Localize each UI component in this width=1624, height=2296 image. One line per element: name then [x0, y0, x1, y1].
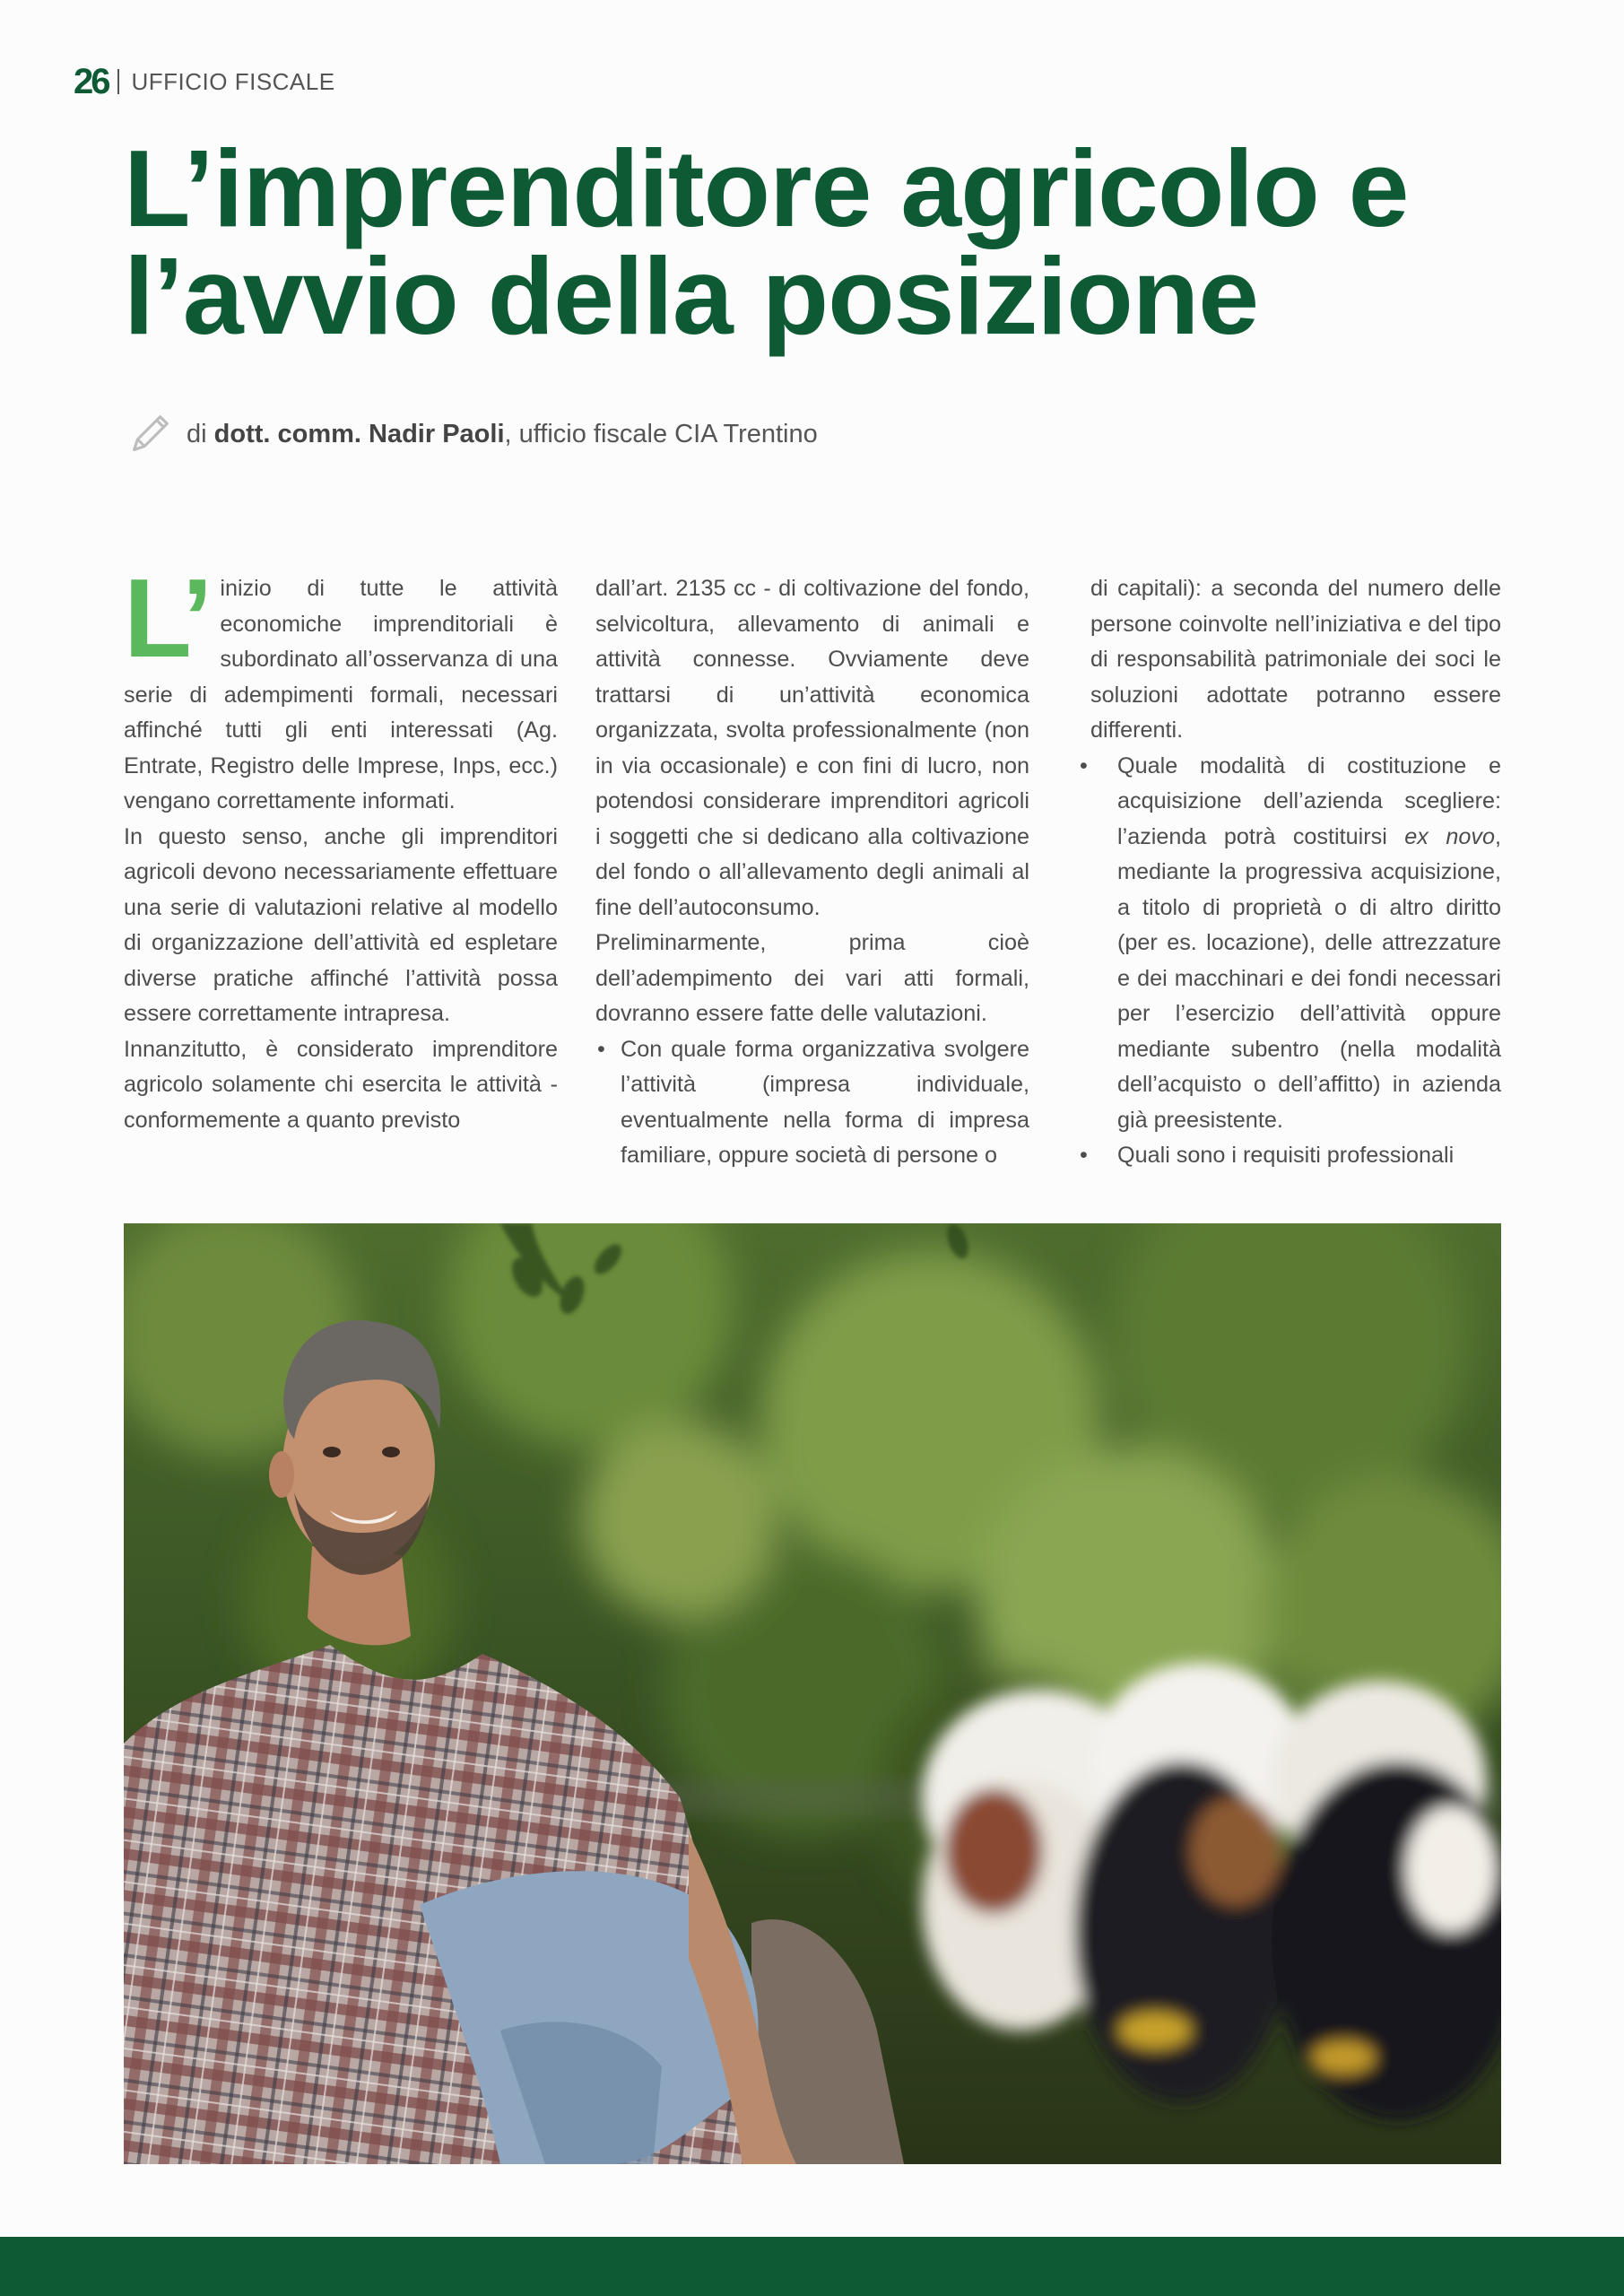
page-header: [74, 59, 335, 104]
paragraph: [124, 557, 558, 820]
photo-illustration: [124, 1223, 1501, 2164]
bullet-text-b: , mediante la progressiva acquisizione, a titolo di proprietà o di altro diritto (per es. locazione), delle attrezzature e dei macchinari e dei fondi necessari per l’esercizio dell’attività oppure mediante subentro (nella modalità dell’acquisto o dell’affitto) in azienda già preesistente.: [1117, 823, 1502, 1133]
pencil-icon: [124, 408, 176, 460]
drop-cap: L’: [124, 557, 210, 681]
bullet-dot: •: [1080, 1143, 1088, 1168]
bullet-dot: •: [597, 1036, 605, 1062]
byline: [124, 408, 818, 460]
farmer-photo: [124, 1223, 1501, 2164]
paragraph: dall’art. 2135 cc - di coltivazione del fondo, selvicoltura, allevamento di animali e attività connesse. Ovviamente deve trattarsi di un’attività economica organizzata, svolta professionalmente (non in via occasionale) e con fini di lucro, non potendosi considerare imprenditori agricoli i soggetti che si dedicano alla coltivazione del fondo o all’allevamento degli animali al fine dell’autoconsumo.: [595, 576, 1029, 920]
article-title: [124, 127, 1559, 357]
bullet-dot: •: [1080, 752, 1088, 778]
bullet-item: [1080, 749, 1502, 1139]
header-divider: [117, 69, 119, 94]
bullet-item: [595, 1032, 1029, 1174]
byline-prefix: di: [187, 419, 214, 448]
title-line-2: l’avvio della posizione: [124, 235, 1259, 357]
column-2: [595, 571, 1029, 1174]
bullet-text: Quali sono i requisiti professionali: [1117, 1143, 1455, 1168]
column-1: [124, 557, 558, 1138]
bullet-text-italic: ex novo: [1404, 823, 1496, 849]
paragraph-text: inizio di tutte le attività economiche imprenditoriali è subordinato all’osservanza di una serie di adempimenti formali, necessari affinché tutti gli enti interessati (Ag. Entrate, Registro delle Imprese, Inps, ecc.) vengano correttamente informati.: [124, 576, 558, 813]
title-line-1: L’imprenditore agricolo e: [124, 127, 1409, 249]
paragraph: In questo senso, anche gli imprenditori agricoli devono necessariamente effettuare una serie di valutazioni relative al modello di organizzazione dell’attività ed espletare diverse pratiche affinché l’attività possa essere correttamente intrapresa.: [124, 823, 558, 1026]
page-number: 26: [74, 61, 109, 101]
bullet-text: Con quale forma organizzativa svolgere l’attività (impresa individuale, eventualmente nella forma di impresa familiare, oppure società di persone o: [621, 1036, 1029, 1168]
paragraph: Preliminarmente, prima cioè dell’adempimento dei vari atti formali, dovranno essere fatte delle valutazioni.: [595, 930, 1029, 1026]
paragraph: Innanzitutto, è considerato imprenditore agricolo solamente chi esercita le attività - conformemente a quanto previsto: [124, 1036, 558, 1133]
footer-bar: [0, 2237, 1624, 2296]
article-body: [124, 557, 1502, 1181]
section-name: UFFICIO FISCALE: [131, 67, 335, 95]
column-3: [1080, 571, 1502, 1174]
byline-suffix: , ufficio fiscale CIA Trentino: [504, 419, 818, 448]
bullet-text-a: Quale modalità di costituzione e acquisizione dell’azienda scegliere: l’azienda potrà costituirsi: [1117, 752, 1501, 849]
byline-author: dott. comm. Nadir Paoli: [213, 419, 505, 448]
bullet-item: [1080, 1138, 1501, 1174]
paragraph: di capitali): a seconda del numero delle persone coinvolte nell’iniziativa e del tipo di responsabilità patrimoniale dei soci le soluzioni adottate potranno essere differenti.: [1090, 576, 1501, 743]
